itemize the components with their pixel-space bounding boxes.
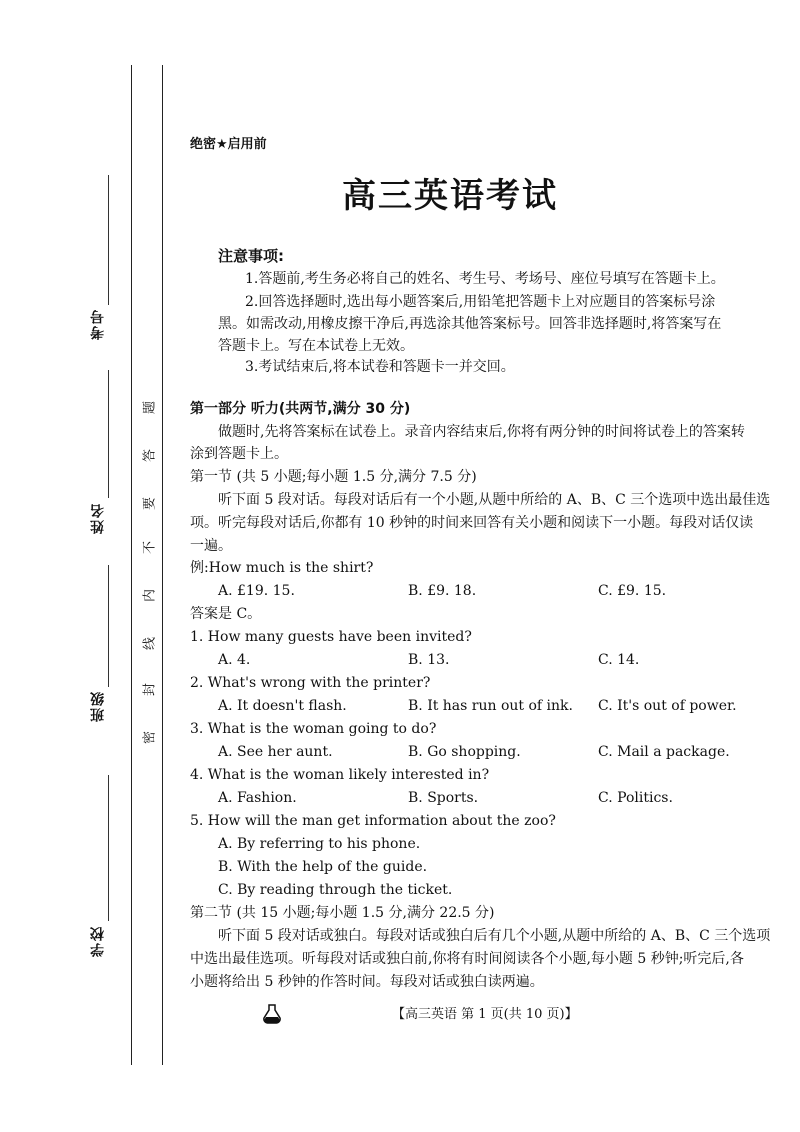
notes-line: 2.回答选择题时,选出每小题答案后,用铅笔把答题卡上对应题目的答案标号涂 — [245, 294, 716, 310]
question-4-option-c: C. Politics. — [598, 790, 673, 806]
example-option-b: B. £9. 18. — [408, 583, 477, 599]
section2-instruction-line: 中选出最佳选项。听每段对话或独白前,你将有时间阅读各个小题,每小题 5 秒钟;听完后,各 — [190, 951, 744, 967]
notes-line: 黑。如需改动,用橡皮擦干净后,再选涂其他答案标号。回答非选择题时,将答案写在 — [218, 316, 722, 332]
section2-instruction-line: 小题将给出 5 秒钟的作答时间。每段对话或独白读两遍。 — [190, 974, 544, 990]
example-answer: 答案是 C。 — [190, 606, 262, 622]
question-3-option-c: C. Mail a package. — [598, 744, 730, 760]
part1-heading: 第一部分 听力(共两节,满分 30 分) — [190, 401, 411, 417]
part1-intro-line: 做题时,先将答案标在试卷上。录音内容结束后,你将有两分钟的时间将试卷上的答案转 — [218, 424, 745, 440]
notes-heading: 注意事项: — [218, 247, 284, 265]
section1-instruction-line: 一遍。 — [190, 538, 232, 554]
section1-instruction-line: 听下面 5 段对话。每段对话后有一个小题,从题中所给的 A、B、C 三个选项中选出最佳选 — [218, 492, 771, 508]
section2-instruction-line: 听下面 5 段对话或独白。每段对话或独白后有几个小题,从题中所给的 A、B、C 三个选项 — [218, 928, 771, 944]
seal-char: 题 — [142, 401, 158, 415]
binding-line-outer — [131, 65, 132, 1065]
seal-char: 封 — [142, 683, 158, 697]
question-5-option-c: C. By reading through the ticket. — [218, 882, 453, 898]
question-2-option-a: A. It doesn't flash. — [218, 698, 347, 714]
seal-char: 要 — [142, 497, 158, 511]
confidential-mark: 绝密★启用前 — [190, 137, 267, 152]
class-label: 班级 — [90, 690, 106, 722]
question-5: 5. How will the man get information about the zoo? — [190, 813, 556, 829]
part1-intro-line: 涂到答题卡上。 — [190, 446, 288, 462]
question-2-option-c: C. It's out of power. — [598, 698, 737, 714]
question-5-option-b: B. With the help of the guide. — [218, 859, 428, 875]
question-1: 1. How many guests have been invited? — [190, 629, 472, 645]
question-3-option-b: B. Go shopping. — [408, 744, 521, 760]
section1-heading: 第一节 (共 5 小题;每小题 1.5 分,满分 7.5 分) — [190, 469, 477, 485]
exam-number-label: 考号 — [90, 308, 106, 340]
seal-char: 不 — [142, 541, 158, 555]
question-5-option-a: A. By referring to his phone. — [218, 836, 421, 852]
example-question: 例:How much is the shirt? — [190, 560, 374, 576]
seal-char: 线 — [142, 637, 158, 651]
notes-line: 1.答题前,考生务必将自己的姓名、考生号、考场号、座位号填写在答题卡上。 — [245, 271, 725, 287]
name-label: 姓名 — [90, 502, 106, 534]
question-3-option-a: A. See her aunt. — [218, 744, 333, 760]
question-1-option-a: A. 4. — [218, 652, 251, 668]
class-blank — [108, 565, 109, 687]
example-option-c: C. £9. 15. — [598, 583, 667, 599]
section1-instruction-line: 项。听完每段对话后,你都有 10 秒钟的时间来回答有关小题和阅读下一小题。每段对话仅读 — [190, 515, 754, 531]
exam-number-blank — [108, 175, 109, 305]
seal-char: 答 — [142, 449, 158, 463]
page-footer: 【高三英语 第 1 页(共 10 页)】 — [392, 1007, 578, 1022]
name-blank — [108, 370, 109, 498]
page-title: 高三英语考试 — [342, 176, 558, 216]
question-4: 4. What is the woman likely interested in? — [190, 767, 490, 783]
question-1-option-b: B. 13. — [408, 652, 450, 668]
binding-line-inner — [162, 65, 163, 1065]
question-2-option-b: B. It has run out of ink. — [408, 698, 573, 714]
question-2: 2. What's wrong with the printer? — [190, 675, 431, 691]
seal-char: 内 — [142, 589, 158, 603]
notes-line: 3.考试结束后,将本试卷和答题卡一并交回。 — [245, 359, 515, 375]
seal-char: 密 — [142, 731, 158, 745]
school-blank — [108, 775, 109, 921]
example-option-a: A. £19. 15. — [218, 583, 295, 599]
notes-line: 答题卡上。写在本试卷上无效。 — [218, 338, 414, 354]
question-3: 3. What is the woman going to do? — [190, 721, 437, 737]
flask-icon — [261, 1003, 283, 1025]
section2-heading: 第二节 (共 15 小题;每小题 1.5 分,满分 22.5 分) — [190, 905, 495, 921]
question-4-option-a: A. Fashion. — [218, 790, 297, 806]
question-4-option-b: B. Sports. — [408, 790, 479, 806]
school-label: 学校 — [90, 925, 106, 957]
question-1-option-c: C. 14. — [598, 652, 640, 668]
